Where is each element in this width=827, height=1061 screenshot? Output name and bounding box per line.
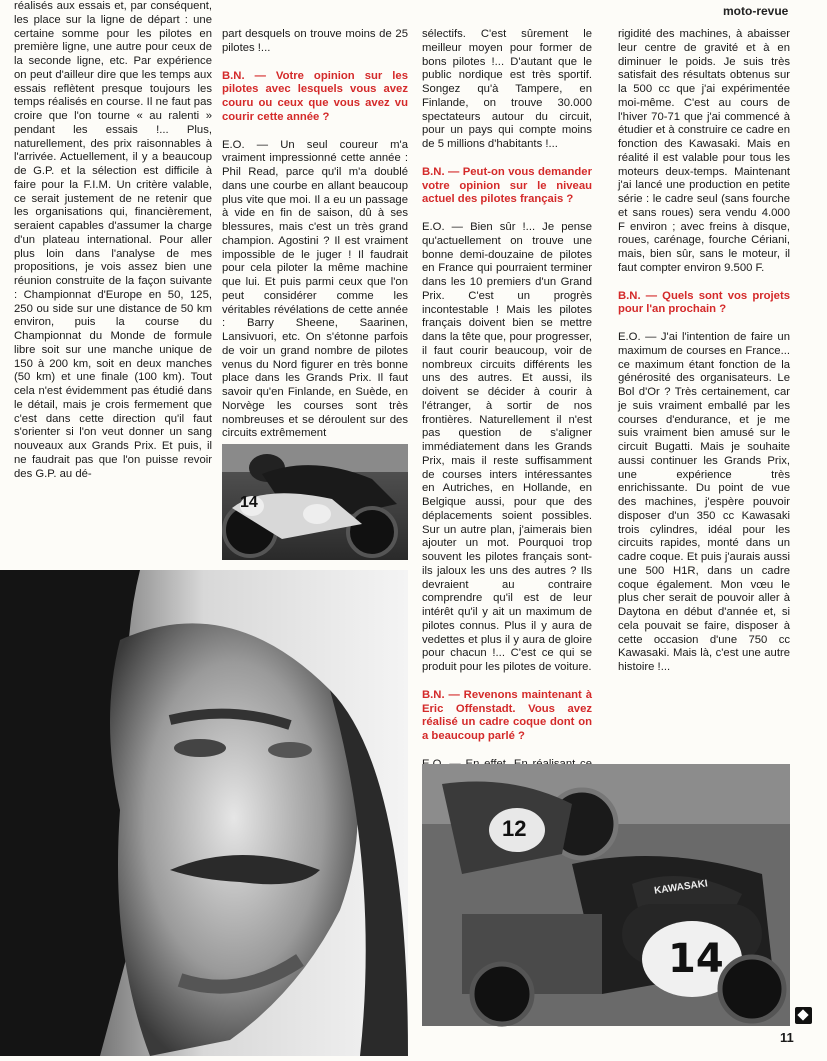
kawasaki-motorcycles-photo	[422, 764, 790, 1026]
question-french-pilots: B.N. — Peut-on vous demander votre opinion sur le niveau actuel des pilotes français ?	[422, 165, 592, 206]
bike-brand-label: KAWASAKI	[653, 878, 709, 897]
bike-number-12: 12	[502, 816, 527, 841]
question-cadre-coque: B.N. — Revenons maintenant à Eric Offenstadt. Vous avez réalisé un cadre coque dont on a beaucoup parlé ?	[422, 688, 592, 742]
column-2-paragraph-1: part desquels on trouve moins de 25 pilotes !...	[222, 28, 408, 54]
kawasaki-photo-art	[422, 764, 790, 1026]
column-2-paragraph-2: E.O. — Un seul coureur m'a vraiment impressionné cette année : Phil Read, parce qu'il m'a doublé dans une courbe en allant beaucoup plus vite que moi. Il a eu un passage à vide en fin de saison, dû à ses blessures, mais c'est un très grand champion. Agostini ? Il est vraiment impossible de le juger ! Il faudrait pour cela piloter la même machine que lui. Et puis parmi ceux que l'on peut considérer comme les véritables révélations de cette année : Barry Sheene, Saarinen, Lansivuori, etc. On s'étonne parfois de voir un grand nombre de pilotes venus du Nord figurer en très bonne place dans les Grands Prix. Il faut savoir qu'en Finlande, en Suède, en Norvège les courses sont très nombreuses et se déroulent sur des circuits extrêmement	[222, 138, 408, 440]
racer-on-motorcycle-photo	[222, 444, 408, 560]
column-4-paragraph-1: rigidité des machines, à abaisser leur centre de gravité et à en diminuer le poids. Je suis très satisfait des résultats obtenus sur la 500 cc que j'ai expérimentée moi-même. C'est au cours de l'hiver 70-71 que j'ai commencé à étudier et à construire ce cadre en fonction des Kawasaki. Mais en réalité il est valable pour tous les moteurs deux-temps. Maintenant j'ai lancé une production en petite série : le cadre seul (sans fourche et sans roues) sera vendu 4.000 F environ ; avec freins à disque, roues, carénage, fourche Cériani, mais, bien sûr, sans le moteur, il faut compter environ 9.500 F.	[618, 28, 790, 274]
column-4-paragraph-2: E.O. — J'ai l'intention de faire un maximum de courses en France... ce maximum étant fonction de la générosité des organisateurs. Le Bol d'Or ? Très certainement, car je suis vraiment emballé par les courses d'endurance, et je me suis vraiment bien amusé sur le circuit Bugatti. Mais je souhaite aussi continuer les Grands Prix, une expérience très enrichissante. Du point de vue des machines, j'espère pouvoir disposer d'un 350 cc Kawasaki trois cylindres, idéal pour les circuits rapides, monté dans un cadre coque. Et puis j'aurais aussi une 500 H1R, dans un cadre coque également. Mon vœu le plus cher serait de pouvoir aller à Daytona en début d'année et, si cela pouvait se faire, disposer à cette occasion d'une 750 cc Kawasaki. Mais là, c'est une autre histoire !...	[618, 331, 790, 673]
article-column-1	[14, 0, 212, 582]
racer-bike-number: 14	[240, 494, 258, 511]
portrait-photo	[0, 570, 408, 1056]
column-3-paragraph-1: sélectifs. C'est sûrement le meilleur moyen pour former de bons pilotes !... D'autant que le public nordique est très sportif. Songez qu'à Tampere, en Finlande, on trouve 30.000 spectateurs autour du circuit, pour un pays qui compte moins de 5 millions d'habitants !...	[422, 28, 592, 150]
article-column-4	[618, 28, 790, 688]
column-1-text: réalisés aux essais et, par conséquent, les place sur la ligne de départ : une certaine somme pour les pilotes en première ligne, une autre pour ceux de la seconde ligne, etc. Par expérience on peut d'ailleur dire que les temps aux essais reflètent presque toujours les temps réalisés en course. Il ne faut pas croire que l'on tourne « au ralenti » pendant les essais !... Plus, naturellement, des prix raisonnables à l'arrivée. Actuellement, il y a beaucoup de G.P. et la sélection est difficile à faire pour la F.I.M. Un critère valable, ce serait justement de ne retenir que les organisations qui, financièrement, seraient capables d'assumer la charge d'un plateau international. Pour aller plus loin dans l'analyse de mes propositions, je vois assez bien une réunion construite de la façon suivante : Championnat d'Europe en 50, 125, 250 ou side sur une distance de 50 km environ, puis la course du Championnat du Monde de formule libre soit sur une manche unique de 150 à 200 km, soit en deux manches (50 km) et une finale (100 km). Tout cela n'est évidemment pas étudié dans le détail, mais je crois fermement que c'est dans cette direction qu'il faut s'orienter si l'on veut donner un sang nouveaux aux Grands Prix. Et puis, il ne faudrait pas que l'on puisse revoir des G.P. au dé-	[14, 0, 212, 480]
page-number: 11	[780, 1030, 794, 1045]
question-opinion-pilots: B.N. — Votre opinion sur les pilotes avec lesquels vous avez couru ou ceux que vous avez vu courir cette année ?	[222, 69, 408, 123]
article-column-2	[222, 28, 408, 440]
bike-number-14: 14	[668, 936, 724, 982]
portrait-photo-art	[0, 570, 408, 1056]
magazine-header: moto-revue	[723, 4, 789, 18]
end-of-article-icon	[795, 1007, 812, 1024]
article-column-3	[422, 28, 592, 754]
column-3-paragraph-2: E.O. — Bien sûr !... Je pense qu'actuellement on trouve une bonne demi-douzaine de pilotes en France qui pourraient terminer dans les 10 premiers d'un Grand Prix. C'est un progrès incontestable ! Mais les pilotes français doivent bien se mettre dans la tête que, pour progresser, il faut courir beaucoup, voir de nombreux circuits différents les uns des autres. Et aussi, ils doivent se décider à courir à l'étranger, à sortir de nos frontières. Naturellement il n'est pas question de s'aligner immédiatement dans les Grands Prix, mais il reste suffisamment de courses inters intéressantes en Autriches, en Hollande, en Belgique aussi, pour que des déplacements soient possibles. Sur un autre plan, j'aimerais bien ajouter un mot. Pourquoi trop souvent les pilotes français sont-ils jaloux les uns des autres ? Ils devraient au contraire comprendre qu'il est de leur intérêt qu'il y ait un maximum de pilotes connus. Plus il y aura de vedettes et plus il y aura de gloire pour chacun !... C'est ce qui se produit pour les pilotes de voiture.	[422, 221, 592, 673]
question-next-year-projects: B.N. — Quels sont vos projets pour l'an prochain ?	[618, 289, 790, 316]
